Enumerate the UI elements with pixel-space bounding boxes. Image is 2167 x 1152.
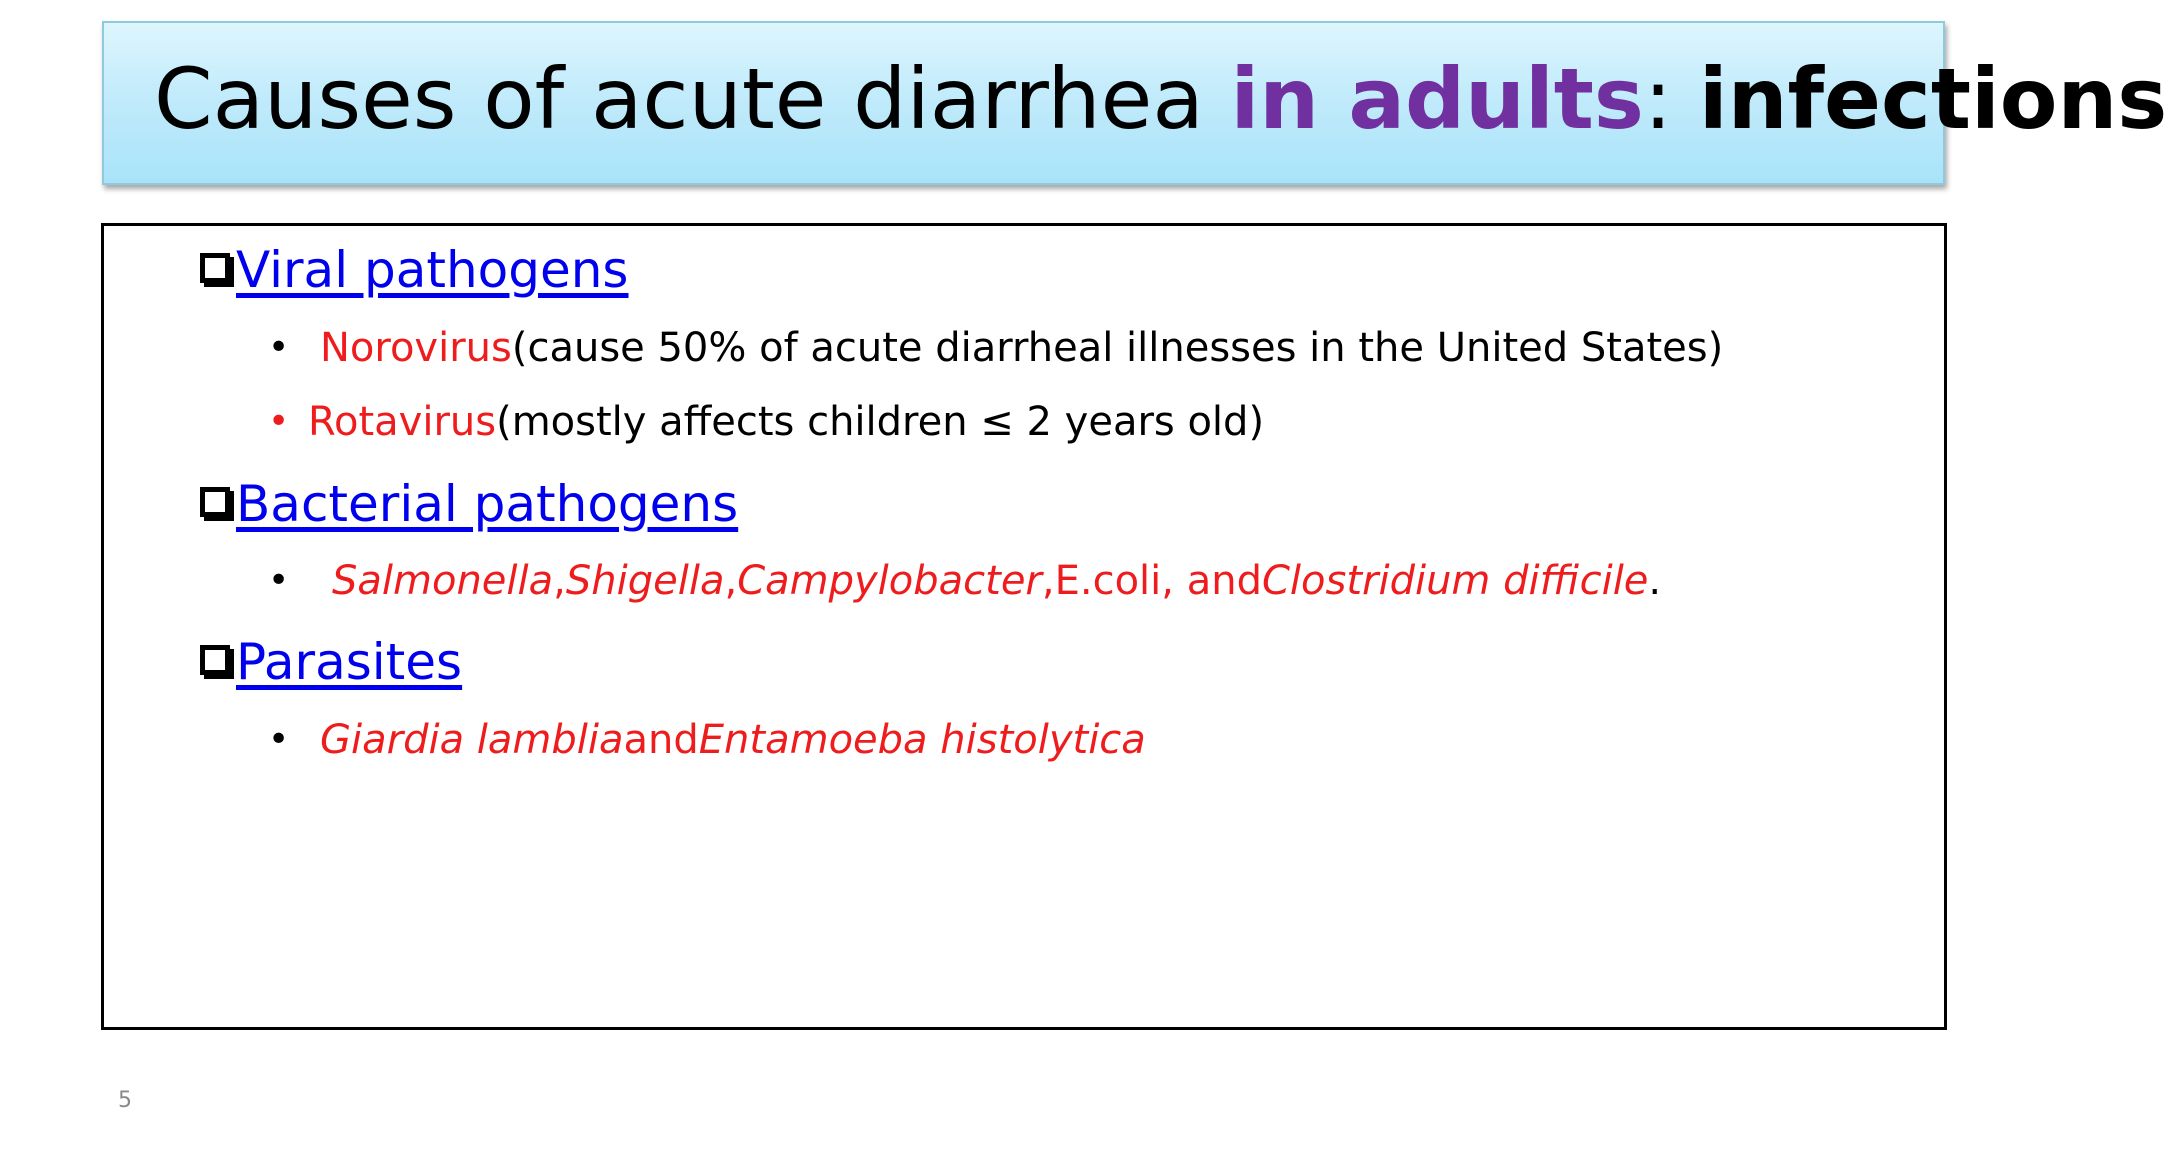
checkbox-icon xyxy=(200,487,230,517)
pathogen-name: Rotavirus xyxy=(308,399,497,445)
separator: , and xyxy=(1161,558,1262,604)
separator: , xyxy=(553,558,566,604)
title-bar xyxy=(102,21,2167,185)
list-item-norovirus xyxy=(268,325,1724,371)
checkbox-icon xyxy=(200,645,230,675)
section-heading-parasites xyxy=(200,633,463,691)
page-number: 5 xyxy=(118,1088,132,1113)
section-heading-viral xyxy=(200,241,629,299)
period: . xyxy=(1648,558,1662,604)
pathogen-clostridium: Clostridium difficile xyxy=(1261,558,1649,604)
pathogen-campylobacter: Campylobacter xyxy=(737,558,1042,604)
title-bold: infections xyxy=(1698,50,2167,148)
separator: , xyxy=(724,558,738,604)
pathogen-detail: (cause 50% of acute diarrheal illnesses in the United States) xyxy=(511,325,1724,371)
pathogen-shigella: Shigella xyxy=(565,558,725,604)
pathogen-salmonella: Salmonella xyxy=(332,558,554,604)
pathogen-entamoeba: Entamoeba histolytica xyxy=(698,717,1146,763)
title-accent: in adults xyxy=(1230,50,1644,148)
pathogen-giardia: Giardia lamblia xyxy=(320,717,624,763)
list-item-bacteria xyxy=(268,558,1662,604)
bullet-icon: • xyxy=(268,560,290,601)
link-parasites[interactable]: Parasites xyxy=(236,633,463,691)
list-item-parasites xyxy=(268,717,1146,763)
title-colon: : xyxy=(1643,50,1699,148)
pathogen-name: Norovirus xyxy=(320,325,512,371)
bullet-icon: • xyxy=(268,327,290,368)
separator: , xyxy=(1041,558,1055,604)
link-bacterial-pathogens[interactable]: Bacterial pathogens xyxy=(236,475,739,533)
separator: and xyxy=(623,717,699,763)
bullet-icon: • xyxy=(268,719,290,760)
link-viral-pathogens[interactable]: Viral pathogens xyxy=(236,241,629,299)
section-heading-bacterial xyxy=(200,475,739,533)
list-item-rotavirus xyxy=(268,399,1265,445)
title-part-1: Causes of acute diarrhea xyxy=(154,50,1231,148)
bullet-icon: • xyxy=(268,401,290,442)
slide-title xyxy=(154,50,2167,148)
pathogen-ecoli: E.coli xyxy=(1054,558,1162,604)
pathogen-detail: (mostly affects children ≤ 2 years old) xyxy=(496,399,1265,445)
checkbox-icon xyxy=(200,253,230,283)
